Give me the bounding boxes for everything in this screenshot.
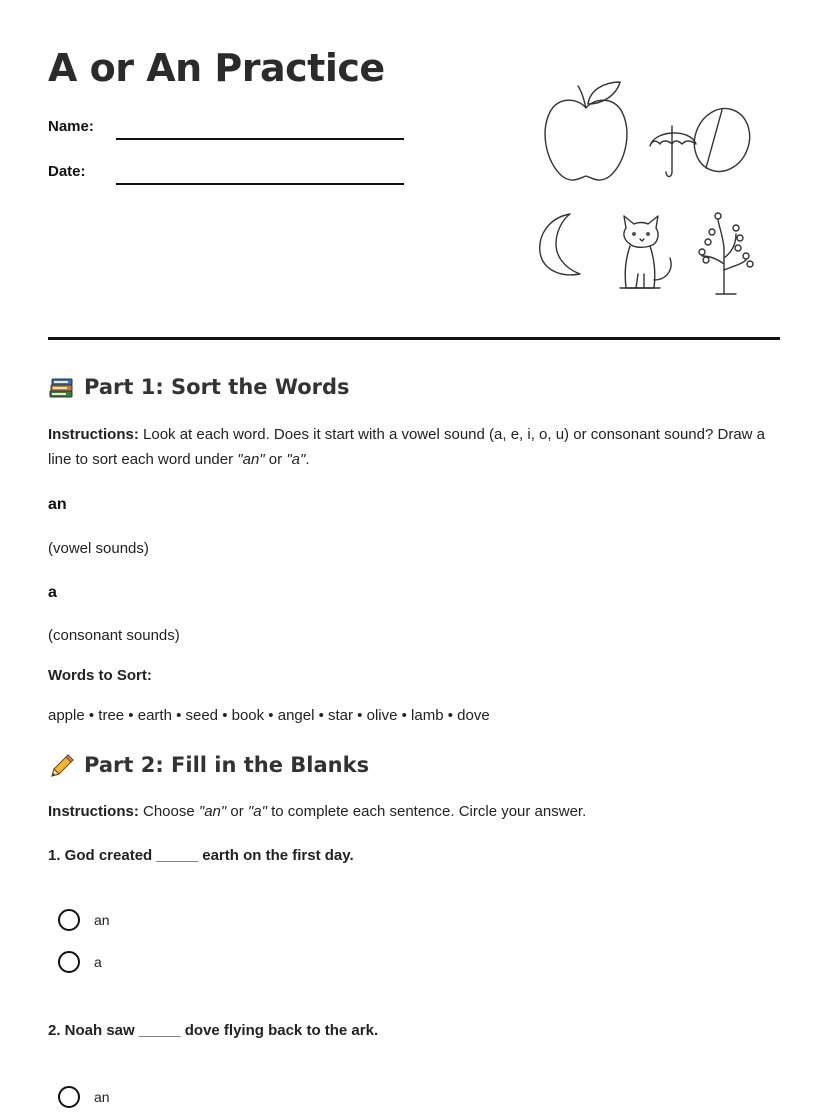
- part2-instructions-or: or: [226, 803, 248, 820]
- question-1: 1. God created _____ earth on the first day.: [48, 847, 354, 864]
- q1-option-an-label: an: [94, 912, 110, 928]
- words-to-sort-list: apple • tree • earth • seed • book • angel • star • olive • lamb • dove: [48, 707, 490, 724]
- cat-icon: [616, 214, 676, 294]
- pencil-icon: [48, 752, 76, 778]
- part1-instructions-an: "an": [237, 451, 265, 468]
- part1-instructions-label: Instructions:: [48, 426, 139, 443]
- part2-heading: [48, 752, 369, 778]
- part2-instructions-text: Choose: [138, 803, 199, 820]
- radio-circle-icon[interactable]: [58, 909, 80, 931]
- name-label: Name:: [48, 118, 94, 135]
- part1-heading: [48, 374, 350, 400]
- part2-instructions-a: "a": [247, 803, 267, 820]
- part1-instructions: [48, 422, 780, 472]
- q1-option-a[interactable]: [58, 950, 102, 974]
- egg-icon: [692, 104, 752, 176]
- part2-instructions-end: to complete each sentence. Circle your answer.: [266, 803, 587, 820]
- moon-icon: [534, 210, 590, 280]
- illustrations: [530, 78, 760, 298]
- words-to-sort-label: Words to Sort:: [48, 667, 152, 684]
- books-icon: [48, 374, 76, 400]
- q2-option-an-label: an: [94, 1089, 110, 1105]
- part1-heading-text: Part 1: Sort the Words: [84, 375, 350, 399]
- a-heading: a: [48, 584, 57, 601]
- date-field[interactable]: [48, 163, 408, 187]
- apple-icon: [538, 78, 634, 184]
- date-line[interactable]: [116, 183, 404, 185]
- part2-instructions: [48, 799, 780, 824]
- tree-icon: [696, 210, 754, 296]
- header-divider: [48, 337, 780, 340]
- q1-option-a-label: a: [94, 954, 102, 970]
- an-note: (vowel sounds): [48, 540, 149, 557]
- a-note: (consonant sounds): [48, 627, 180, 644]
- radio-circle-icon[interactable]: [58, 1086, 80, 1108]
- worksheet-title: A or An Practice: [48, 46, 385, 90]
- part2-instructions-label: Instructions:: [48, 803, 139, 820]
- question-2: 2. Noah saw _____ dove flying back to the ark.: [48, 1022, 379, 1039]
- part1-instructions-a: "a": [286, 451, 306, 468]
- part2-instructions-an: "an": [198, 803, 227, 820]
- name-field[interactable]: [48, 118, 408, 142]
- part1-instructions-end: .: [305, 451, 310, 468]
- date-label: Date:: [48, 163, 86, 180]
- q1-option-an[interactable]: [58, 908, 110, 932]
- name-line[interactable]: [116, 138, 404, 140]
- part2-heading-text: Part 2: Fill in the Blanks: [84, 753, 370, 777]
- an-heading: an: [48, 496, 67, 513]
- part1-instructions-or: or: [264, 451, 287, 468]
- radio-circle-icon[interactable]: [58, 951, 80, 973]
- part1-instructions-text: Look at each word. Does it start with a vowel sound (a, e, i, o, u) or consonant sound? Draw a line to sort each word under: [48, 426, 766, 468]
- q2-option-an[interactable]: [58, 1085, 110, 1109]
